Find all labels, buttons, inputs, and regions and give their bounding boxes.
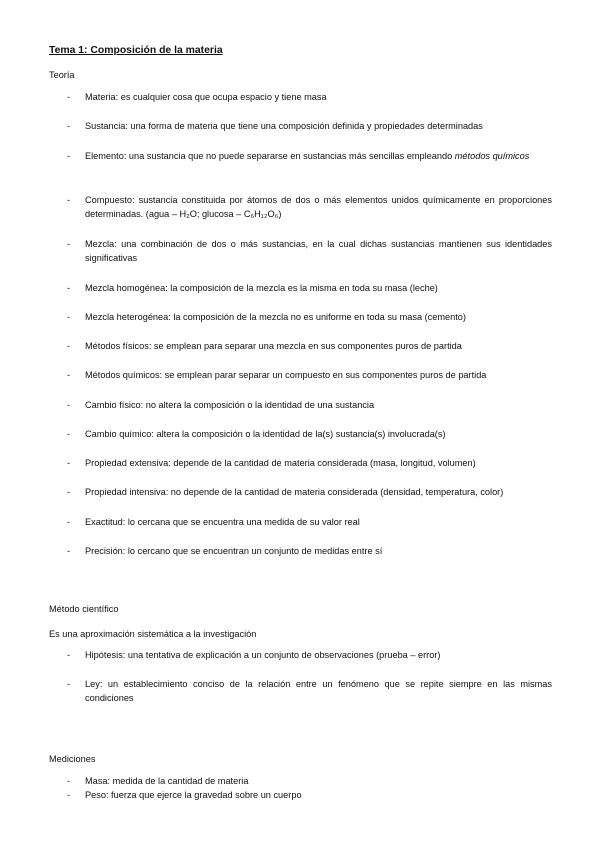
list-item [67, 515, 552, 529]
list-item-text: Propiedad extensiva: depende de la cantidad de materia considerada (masa, longitud, volumen) [85, 458, 476, 468]
list-item [67, 310, 552, 324]
list-item-text: Mezcla homogénea: la composición de la mezcla es la misma en toda su masa (leche) [85, 283, 438, 293]
section-heading-teoria: Teoría [49, 70, 75, 80]
list-dash: - [67, 151, 71, 161]
list-dash: - [67, 121, 71, 131]
list-item [67, 456, 552, 470]
list-item [67, 774, 552, 788]
list-item [67, 90, 552, 104]
list-dash: - [67, 517, 71, 527]
list-item-text-main: Compuesto: sustancia constituida por átomos de dos o más elementos unidos químicamente en proporciones determinadas. [85, 195, 552, 219]
list-item [67, 339, 552, 353]
list-item [67, 281, 552, 295]
chemical-formula: (agua – H₂O; glucosa – C₆H₁₂O₆) [145, 209, 282, 219]
list-item-text-italic: métodos químicos [454, 151, 530, 161]
list-item-text: Sustancia: una forma de materia que tiene una composición definida y propiedades determinadas [85, 121, 483, 131]
list-item-text: Ley: un establecimiento conciso de la relación entre un fenómeno que se repite siempre en las mismas condiciones [85, 679, 552, 703]
list-item [67, 398, 552, 412]
list-item-text: Masa: medida de la cantidad de materia [85, 776, 249, 786]
document-title: Tema 1: Composición de la materia [49, 45, 223, 56]
list-item-text: Métodos físicos: se emplean para separar una mezcla en sus componentes puros de partida [85, 341, 462, 351]
list-item-text: Propiedad intensiva: no depende de la cantidad de materia considerada (densidad, temperatura, color) [85, 487, 504, 497]
list-dash: - [67, 429, 71, 439]
list-dash: - [67, 92, 71, 102]
list-item-text: Exactitud: lo cercana que se encuentra una medida de su valor real [85, 517, 360, 527]
list-dash: - [67, 312, 71, 322]
section-heading-mediciones: Mediciones [49, 754, 96, 764]
list-item-text: Precisión: lo cercano que se encuentran un conjunto de medidas entre sí [85, 546, 383, 556]
list-dash: - [67, 239, 71, 249]
list-item [67, 237, 552, 265]
list-item-text: Mezcla: una combinación de dos o más sustancias, en la cual dichas sustancias mantienen sus identidades significativas [85, 239, 552, 263]
list-item-text: Materia: es cualquier cosa que ocupa espacio y tiene masa [85, 92, 327, 102]
list-dash: - [67, 487, 71, 497]
list-item [67, 368, 552, 382]
list-item-text: Peso: fuerza que ejerce la gravedad sobre un cuerpo [85, 790, 302, 800]
list-dash: - [67, 650, 71, 660]
list-item [67, 648, 552, 662]
list-item-text [85, 193, 552, 221]
list-dash: - [67, 546, 71, 556]
list-item [67, 677, 552, 705]
list-dash: - [67, 370, 71, 380]
list-item [67, 149, 552, 163]
list-item [67, 544, 552, 558]
list-item-text [85, 149, 552, 163]
list-item-text: Métodos químicos: se emplean parar separar un compuesto en sus componentes puros de partida [85, 370, 487, 380]
list-dash: - [67, 283, 71, 293]
list-item-text: Cambio físico: no altera la composición o la identidad de una sustancia [85, 400, 375, 410]
section-intro: Es una aproximación sistemática a la investigación [49, 629, 257, 639]
list-item [67, 427, 552, 441]
list-item-text: Mezcla heterogénea: la composición de la mezcla no es uniforme en toda su masa (cemento) [85, 312, 466, 322]
list-item [67, 193, 552, 221]
list-item-text: Cambio químico: altera la composición o la identidad de la(s) sustancia(s) involucrada(s) [85, 429, 446, 439]
list-dash: - [67, 341, 71, 351]
list-item [67, 119, 552, 133]
list-dash: - [67, 776, 71, 786]
list-dash: - [67, 458, 71, 468]
list-dash: - [67, 195, 71, 205]
list-item [67, 485, 552, 499]
list-item-text: Hipótesis: una tentativa de explicación a un conjunto de observaciones (prueba – error) [85, 650, 441, 660]
section-heading-metodo: Método científico [49, 604, 119, 614]
list-dash: - [67, 679, 71, 689]
list-dash: - [67, 790, 71, 800]
list-dash: - [67, 400, 71, 410]
list-item [67, 788, 552, 802]
list-item-text-main: Elemento: una sustancia que no puede separarse en sustancias más sencillas empleando [85, 151, 455, 161]
